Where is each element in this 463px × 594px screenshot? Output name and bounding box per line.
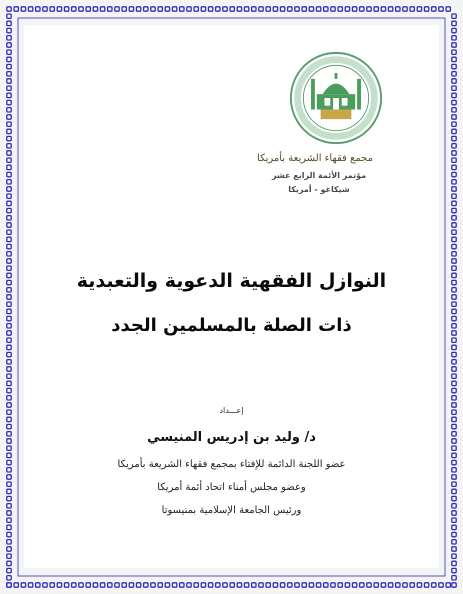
title-line-1: النوازل الفقهية الدعوية والتعبدية [76, 270, 387, 292]
border-link [7, 14, 11, 18]
border-link [165, 583, 169, 587]
border-link [452, 583, 456, 587]
border-link [452, 374, 456, 378]
border-link [129, 583, 133, 587]
border-link [345, 7, 349, 11]
border-link [208, 583, 212, 587]
border-link [452, 295, 456, 299]
border-link [7, 72, 11, 76]
border-link [396, 583, 400, 587]
border-link [452, 50, 456, 54]
border-link [7, 194, 11, 198]
border-link [7, 266, 11, 270]
border-link [7, 504, 11, 508]
border-link [452, 64, 456, 68]
border-link [14, 7, 18, 11]
conference-name: مؤتمر الأئمة الرابع عشر [271, 171, 367, 180]
border-link [7, 496, 11, 500]
border-link [288, 7, 292, 11]
border-link [452, 511, 456, 515]
border-link [7, 57, 11, 61]
border-link [452, 21, 456, 25]
border-link [452, 216, 456, 220]
prepared-by-label: إعـــداد [219, 406, 244, 415]
border-link [7, 561, 11, 565]
border-link [452, 72, 456, 76]
border-link [7, 144, 11, 148]
border-link [452, 36, 456, 40]
border-link [7, 360, 11, 364]
border-link [452, 115, 456, 119]
border-link [388, 7, 392, 11]
border-link [180, 7, 184, 11]
border-link [100, 583, 104, 587]
border-link [7, 180, 11, 184]
border-link [28, 7, 32, 11]
border-link [367, 583, 371, 587]
border-link [367, 7, 371, 11]
border-link [237, 583, 241, 587]
border-link [273, 583, 277, 587]
border-link [7, 302, 11, 306]
border-link [7, 100, 11, 104]
border-link [7, 172, 11, 176]
org-name: مجمع فقهاء الشريعة بأمريكا [257, 153, 373, 164]
border-link [7, 460, 11, 464]
border-link [345, 583, 349, 587]
border-link [452, 273, 456, 277]
border-link [424, 7, 428, 11]
border-link [28, 583, 32, 587]
border-link [452, 259, 456, 263]
border-link [259, 7, 263, 11]
border-link [452, 561, 456, 565]
border-link [452, 136, 456, 140]
border-link [72, 7, 76, 11]
border-link [7, 489, 11, 493]
border-link [259, 583, 263, 587]
border-link [452, 223, 456, 227]
border-link [43, 7, 47, 11]
border-link [158, 583, 162, 587]
border-link [50, 583, 54, 587]
border-link [316, 583, 320, 587]
border-link [295, 7, 299, 11]
border-link [201, 583, 205, 587]
border-link [230, 583, 234, 587]
border-link [360, 583, 364, 587]
border-link [432, 583, 436, 587]
border-link [86, 7, 90, 11]
border-link [452, 554, 456, 558]
border-link [7, 540, 11, 544]
border-link [452, 208, 456, 212]
border-link [151, 583, 155, 587]
border-link [324, 7, 328, 11]
border-link [165, 7, 169, 11]
border-link [374, 583, 378, 587]
border-link [7, 324, 11, 328]
border-link [403, 7, 407, 11]
border-link [381, 7, 385, 11]
border-link [452, 360, 456, 364]
border-link [7, 547, 11, 551]
border-link [452, 280, 456, 284]
border-link [216, 583, 220, 587]
border-link [452, 367, 456, 371]
border-link [252, 7, 256, 11]
border-link [309, 583, 313, 587]
border-link [452, 396, 456, 400]
border-link [452, 432, 456, 436]
border-link [237, 7, 241, 11]
border-link [452, 129, 456, 133]
border-link [452, 446, 456, 450]
border-link [79, 583, 83, 587]
affiliation-line: ورئيس الجامعة الإسلامية بمنيسوتا [161, 505, 302, 516]
border-link [352, 7, 356, 11]
border-link [452, 424, 456, 428]
border-link [452, 568, 456, 572]
border-link [452, 338, 456, 342]
border-link [36, 583, 40, 587]
border-link [452, 496, 456, 500]
border-link [280, 7, 284, 11]
border-link [452, 532, 456, 536]
border-link [122, 7, 126, 11]
border-link [72, 583, 76, 587]
border-link [7, 295, 11, 299]
border-link [7, 21, 11, 25]
border-link [7, 115, 11, 119]
border-link [187, 583, 191, 587]
border-link [115, 7, 119, 11]
border-link [452, 482, 456, 486]
border-link [7, 453, 11, 457]
border-link [424, 583, 428, 587]
border-link [452, 266, 456, 270]
border-link [7, 201, 11, 205]
border-link [21, 583, 25, 587]
border-link [136, 7, 140, 11]
border-link [7, 43, 11, 47]
border-link [79, 7, 83, 11]
border-link [288, 583, 292, 587]
border-link [7, 86, 11, 90]
border-link [417, 7, 421, 11]
border-link [7, 36, 11, 40]
mosque-seal-icon [288, 50, 384, 146]
border-link [452, 201, 456, 205]
border-link [452, 540, 456, 544]
border-link [158, 7, 162, 11]
border-link [324, 583, 328, 587]
border-link [7, 259, 11, 263]
border-link [7, 388, 11, 392]
border-link [7, 273, 11, 277]
border-link [352, 583, 356, 587]
border-link [244, 7, 248, 11]
border-link [302, 583, 306, 587]
border-link [21, 7, 25, 11]
border-link [452, 439, 456, 443]
border-link [338, 583, 342, 587]
border-link [452, 28, 456, 32]
border-link [122, 583, 126, 587]
border-link [223, 7, 227, 11]
border-link [7, 511, 11, 515]
border-link [86, 583, 90, 587]
border-link [172, 583, 176, 587]
border-link [452, 14, 456, 18]
border-link [295, 583, 299, 587]
border-link [7, 187, 11, 191]
border-link [223, 583, 227, 587]
border-link [388, 583, 392, 587]
border-link [452, 302, 456, 306]
border-link [172, 7, 176, 11]
border-link [216, 7, 220, 11]
border-link [452, 79, 456, 83]
border-link [452, 244, 456, 248]
border-link [266, 7, 270, 11]
border-link [374, 7, 378, 11]
border-link [331, 583, 335, 587]
border-link [7, 374, 11, 378]
border-link [144, 7, 148, 11]
border-link [7, 7, 11, 11]
border-link [7, 208, 11, 212]
border-link [7, 79, 11, 83]
border-link [452, 475, 456, 479]
border-link [129, 7, 133, 11]
border-link [136, 583, 140, 587]
border-link [7, 525, 11, 529]
border-link [93, 7, 97, 11]
border-link [57, 7, 61, 11]
border-link [452, 100, 456, 104]
border-link [7, 165, 11, 169]
border-link [7, 576, 11, 580]
border-link [252, 583, 256, 587]
border-link [151, 7, 155, 11]
border-link [7, 216, 11, 220]
author-name: د/ وليد بن إدريس المنيسي [147, 430, 316, 445]
border-link [452, 165, 456, 169]
border-link [7, 230, 11, 234]
border-link [439, 583, 443, 587]
border-link [452, 345, 456, 349]
border-link [194, 7, 198, 11]
border-link [7, 237, 11, 241]
border-link [403, 583, 407, 587]
border-link [50, 7, 54, 11]
border-link [7, 417, 11, 421]
border-link [7, 446, 11, 450]
border-link [115, 583, 119, 587]
border-link [432, 7, 436, 11]
border-link [302, 7, 306, 11]
border-link [7, 316, 11, 320]
border-link [7, 381, 11, 385]
border-link [452, 144, 456, 148]
border-link [7, 244, 11, 248]
border-link [7, 28, 11, 32]
border-link [452, 93, 456, 97]
border-link [201, 7, 205, 11]
border-link [452, 194, 456, 198]
border-link [452, 316, 456, 320]
border-link [452, 172, 456, 176]
border-link [381, 583, 385, 587]
border-link [93, 583, 97, 587]
border-link [187, 7, 191, 11]
border-link [208, 7, 212, 11]
border-link [446, 7, 450, 11]
border-link [64, 7, 68, 11]
border-link [7, 122, 11, 126]
border-link [452, 237, 456, 241]
title-line-2: ذات الصلة بالمسلمين الجدد [111, 315, 352, 336]
border-link [452, 468, 456, 472]
border-link [36, 7, 40, 11]
border-link [452, 187, 456, 191]
border-link [57, 583, 61, 587]
border-link [396, 7, 400, 11]
border-link [452, 417, 456, 421]
border-link [452, 576, 456, 580]
border-link [417, 583, 421, 587]
border-link [230, 7, 234, 11]
border-link [7, 331, 11, 335]
border-link [108, 583, 112, 587]
border-link [7, 50, 11, 54]
border-link [7, 518, 11, 522]
border-link [7, 93, 11, 97]
border-link [452, 158, 456, 162]
border-link [452, 518, 456, 522]
border-link [338, 7, 342, 11]
border-link [7, 338, 11, 342]
border-link [14, 583, 18, 587]
border-link [7, 309, 11, 313]
border-link [7, 352, 11, 356]
border-link [452, 86, 456, 90]
border-link [108, 7, 112, 11]
border-link [7, 482, 11, 486]
border-link [452, 108, 456, 112]
border-link [100, 7, 104, 11]
border-link [7, 280, 11, 284]
border-link [452, 252, 456, 256]
border-link [7, 64, 11, 68]
border-link [7, 345, 11, 349]
border-link [7, 468, 11, 472]
border-link [452, 352, 456, 356]
border-link [7, 136, 11, 140]
border-link [43, 583, 47, 587]
border-link [194, 583, 198, 587]
border-link [7, 432, 11, 436]
border-link [7, 151, 11, 155]
border-link [452, 453, 456, 457]
border-link [7, 424, 11, 428]
border-link [452, 525, 456, 529]
border-link [7, 554, 11, 558]
border-link [439, 7, 443, 11]
border-link [452, 547, 456, 551]
border-link [7, 532, 11, 536]
border-link [273, 7, 277, 11]
border-link [309, 7, 313, 11]
conference-location: شيكاغو - أمريكا [288, 185, 350, 194]
border-link [7, 475, 11, 479]
border-link [144, 583, 148, 587]
border-link [410, 583, 414, 587]
border-link [7, 583, 11, 587]
border-link [7, 223, 11, 227]
border-link [360, 7, 364, 11]
border-link [7, 288, 11, 292]
border-link [7, 129, 11, 133]
border-link [64, 583, 68, 587]
border-link [452, 180, 456, 184]
border-link [452, 230, 456, 234]
border-link [7, 158, 11, 162]
border-link [410, 7, 414, 11]
border-link [7, 252, 11, 256]
border-link [244, 583, 248, 587]
border-link [266, 583, 270, 587]
affiliation-line: وعضو مجلس أمناء اتحاد أئمة أمريكا [157, 482, 306, 493]
border-link [7, 108, 11, 112]
border-link [331, 7, 335, 11]
border-link [452, 460, 456, 464]
border-link [452, 122, 456, 126]
border-link [452, 381, 456, 385]
border-link [452, 324, 456, 328]
border-link [446, 583, 450, 587]
border-link [280, 583, 284, 587]
border-link [452, 309, 456, 313]
border-link [452, 388, 456, 392]
border-link [7, 568, 11, 572]
border-link [452, 43, 456, 47]
border-link [316, 7, 320, 11]
border-link [180, 583, 184, 587]
border-link [7, 396, 11, 400]
border-link [452, 57, 456, 61]
affiliation-line: عضو اللجنة الدائمة للإفتاء بمجمع فقهاء الشريعة بأمريكا [117, 459, 346, 470]
border-link [452, 151, 456, 155]
border-link [452, 331, 456, 335]
border-link [452, 288, 456, 292]
border-link [452, 504, 456, 508]
border-link [7, 367, 11, 371]
border-link [452, 489, 456, 493]
border-link [7, 439, 11, 443]
